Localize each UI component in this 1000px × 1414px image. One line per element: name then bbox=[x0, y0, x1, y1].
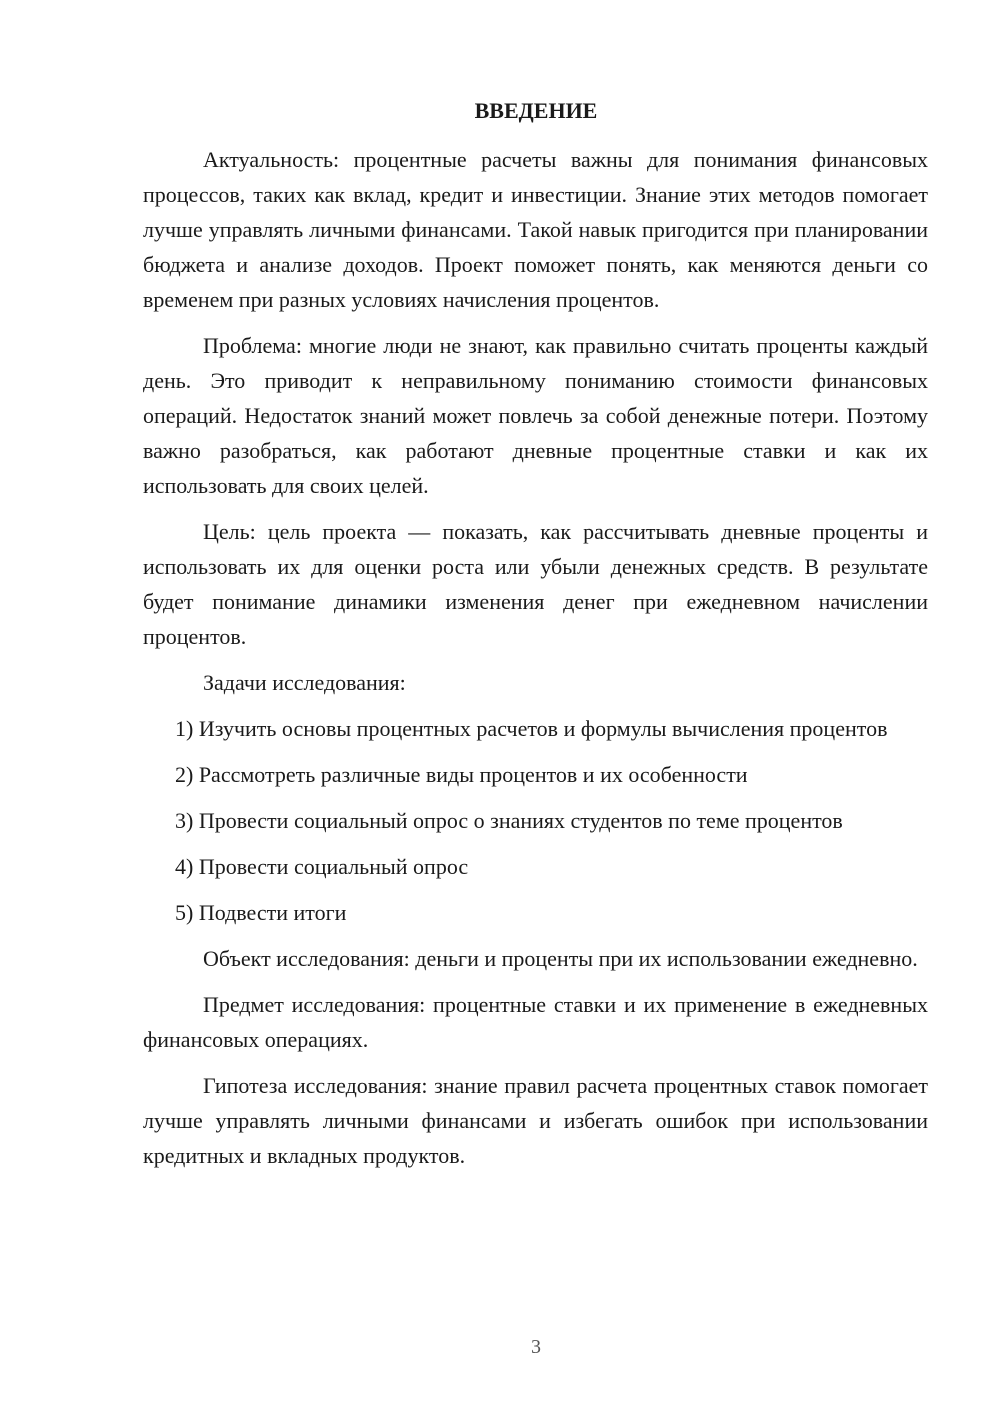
paragraph-tasks-heading: Задачи исследования: bbox=[203, 670, 406, 695]
paragraph-object: Объект исследования: деньги и проценты при их использовании ежедневно. bbox=[203, 946, 918, 971]
page-title: ВВЕДЕНИЕ bbox=[474, 98, 598, 123]
page-number: 3 bbox=[531, 1336, 541, 1358]
task-item: 4) Провести социальный опрос bbox=[175, 854, 469, 879]
task-item: 3) Провести социальный опрос о знаниях студентов по теме процентов bbox=[175, 808, 843, 833]
paragraph-hypothesis: Гипотеза исследования: знание правил расчета процентных ставок помогает лучше управлять личными финансами и избегать ошибок при использовании кредитных и вкладных продуктов. bbox=[143, 1073, 928, 1168]
task-item: 2) Рассмотреть различные виды процентов и их особенности bbox=[175, 762, 748, 787]
document-body bbox=[143, 142, 928, 1184]
paragraph-problem: Проблема: многие люди не знают, как правильно считать проценты каждый день. Это приводит к неправильному пониманию стоимости финансовых операций. Недостаток знаний может повлечь за собой денежные потери. Поэтому важно разобраться, как работают дневные процентные ставки и как их использовать для своих целей. bbox=[143, 333, 928, 498]
paragraph-subject: Предмет исследования: процентные ставки и их применение в ежедневных финансовых операциях. bbox=[143, 992, 928, 1052]
paragraph-goal: Цель: цель проекта — показать, как рассчитывать дневные проценты и использовать их для оценки роста или убыли денежных средств. В результате будет понимание динамики изменения денег при ежедневном начислении процентов. bbox=[143, 519, 928, 649]
task-item: 1) Изучить основы процентных расчетов и формулы вычисления процентов bbox=[175, 716, 888, 741]
paragraph-relevance: Актуальность: процентные расчеты важны для понимания финансовых процессов, таких как вклад, кредит и инвестиции. Знание этих методов помогает лучше управлять личными финансами. Такой навык пригодится при планировании бюджета и анализе доходов. Проект поможет понять, как меняются деньги со временем при разных условиях начисления процентов. bbox=[143, 147, 928, 312]
task-item: 5) Подвести итоги bbox=[175, 900, 347, 925]
